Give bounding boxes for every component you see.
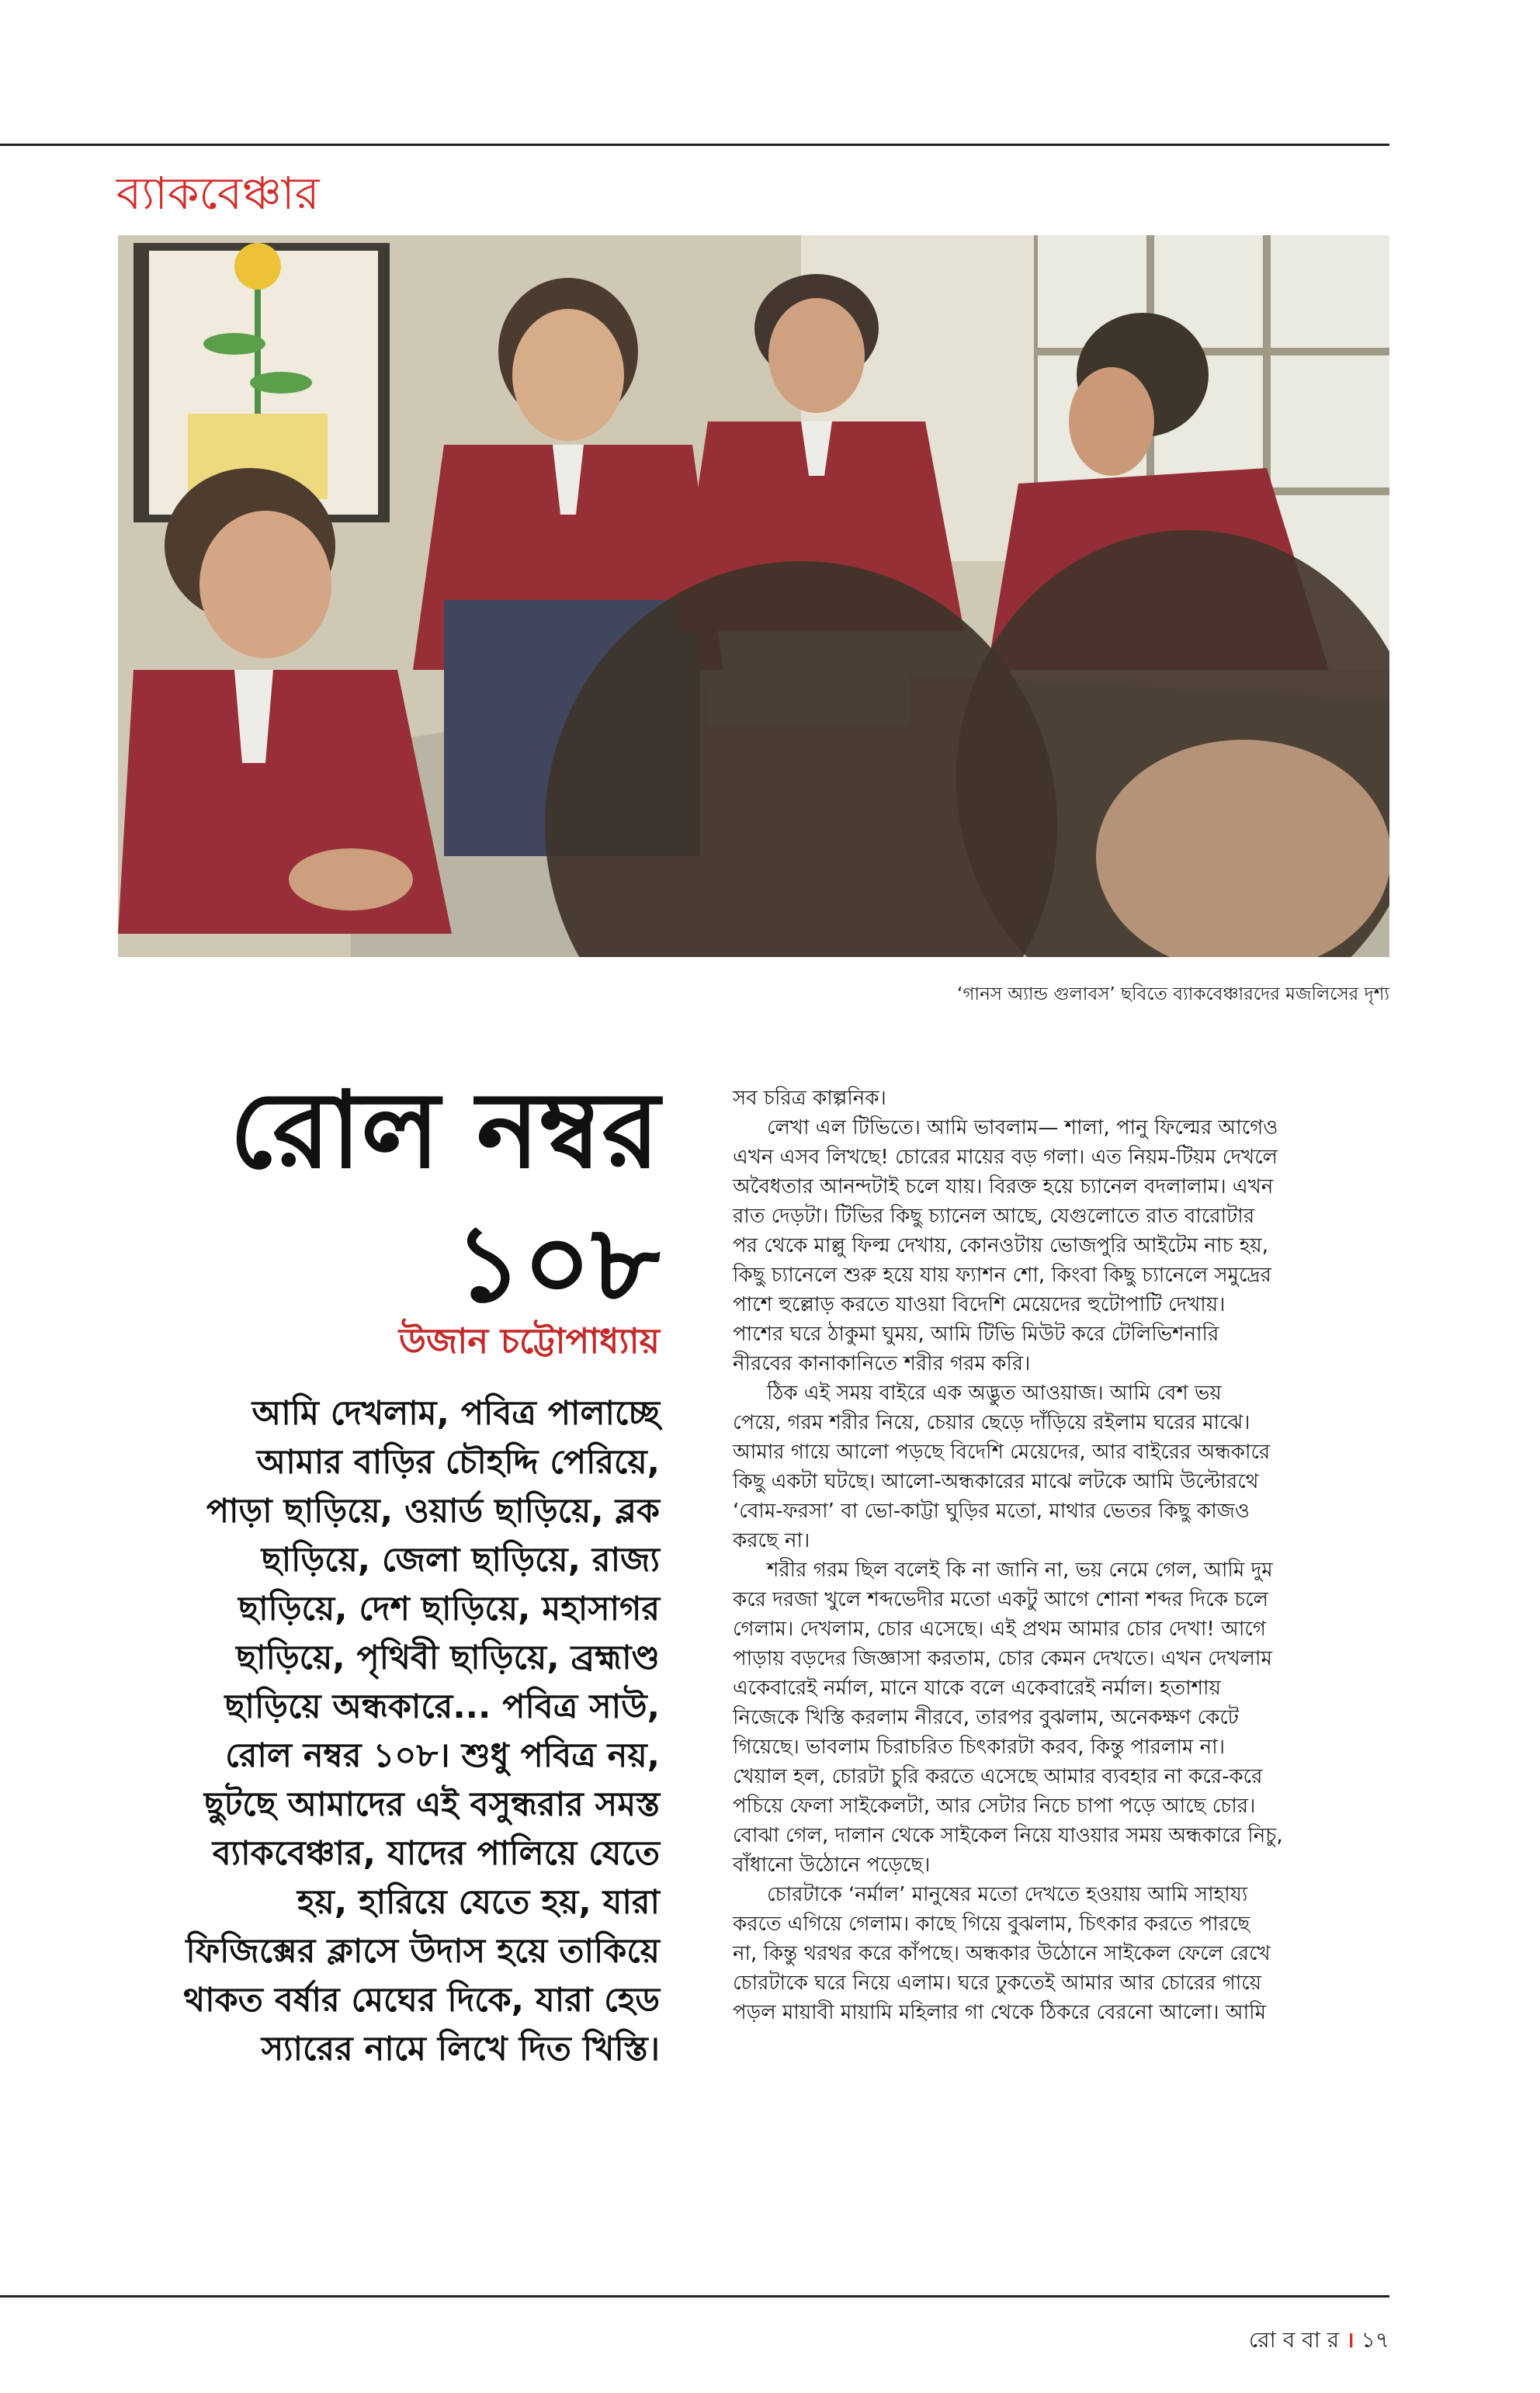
body-line: পচিয়ে ফেলা সাইকেলটা, আর সেটার নিচে চাপা পড়ে আছে চোর। [733,1795,1256,1818]
pull-quote-line: পাড়া ছাড়িয়ে, ওয়ার্ড ছাড়িয়ে, ব্লক [206,1492,660,1531]
body-line: কিছু একটা ঘটছে। আলো-অন্ধকারের মাঝে লটকে আমি উল্টোরথে [733,1470,1259,1493]
body-line: আমার গায়ে আলো পড়ছে বিদেশি মেয়েদের, আর বাইরের অন্ধকারে [733,1441,1271,1464]
body-line: কিছু চ্যানেলে শুরু হয়ে যায় ফ্যাশন শো, কিংবা কিছু চ্যানেলে সমুদ্রের [733,1264,1271,1287]
pull-quote-line: স্যারের নামে লিখে দিত খিস্তি। [261,2030,660,2069]
bottom-rule [0,2295,1389,2298]
body-line: ঠিক এই সময় বাইরে এক অদ্ভুত আওয়াজ। আমি বেশ ভয় [767,1382,1222,1405]
body-line: ‘বোম-ফরসা’ বা ভো-কাট্টা ঘুড়ির মতো, মাথার ভেতর কিছু কাজও [733,1500,1250,1523]
page-number: ১৭ [1361,2327,1389,2353]
body-line: একেবারেই নর্মাল, মানে যাকে বলে একেবারেই নর্মাল। হতাশায় [733,1677,1221,1700]
pull-quote-line: ছাড়িয়ে, দেশ ছাড়িয়ে, মহাসাগর [238,1590,660,1628]
body-line: শরীর গরম ছিল বলেই কি না জানি না, ভয় নেমে গেল, আমি দুম [767,1559,1273,1582]
body-line: বোঝা গেল, দালান থেকে সাইকেল নিয়ে যাওয়ার সময় অন্ধকারে নিচু, [733,1824,1283,1847]
body-line: বাঁধানো উঠোনে পড়েছে। [733,1854,931,1877]
body-line: অবৈধতার আনন্দটাই চলে যায়। বিরক্ত হয়ে চ্যানেল বদলালাম। এখন [733,1175,1274,1198]
body-line: পেয়ে, গরম শরীর নিয়ে, চেয়ার ছেড়ে দাঁড়িয়ে রইলাম ঘরের মাঝে। [733,1411,1250,1434]
body-line: করতে এগিয়ে গেলাম। কাছে গিয়ে বুঝলাম, চিৎকার করতে পারছে [733,1913,1250,1936]
body-line: এখন এসব লিখছে! চোরের মায়ের বড় গলা। এত নিয়ম-টিয়ম দেখলে [733,1146,1278,1169]
body-line: চোরটাকে ‘নর্মাল’ মানুষের মতো দেখতে হওয়ায় আমি সাহায্য [767,1883,1248,1906]
article-title [116,1063,660,1330]
article-title-line: ১০৮ [454,1202,660,1326]
footer-separator: । [1346,2327,1354,2353]
body-line: নীরবের কানাকানিতে শরীর গরম করি। [733,1352,1031,1375]
top-rule [0,144,1389,146]
body-line: চোরটাকে ঘরে নিয়ে এলাম। ঘরে ঢুকতেই আমার আর চোরের গায়ে [733,1972,1262,1995]
article-photo [118,235,1389,957]
body-line: করছে না। [733,1529,810,1552]
pull-quote-line: আমার বাড়ির চৌহদ্দি পেরিয়ে, [256,1443,660,1482]
body-line: গেলাম। দেখলাম, চোর এসেছে। এই প্রথম আমার চোর দেখা! আগে [733,1618,1266,1641]
pull-quote-line: ফিজিক্সের ক্লাসে উদাস হয়ে তাকিয়ে [186,1932,660,1971]
pull-quote-line: ব্যাকবেঞ্চার, যাদের পালিয়ে যেতে [212,1834,660,1873]
author-byline: উজান চট্টোপাধ্যায় [398,1320,660,1361]
photo-caption: ‘গানস অ্যান্ড গুলাবস’ ছবিতে ব্যাকবেঞ্চারদের মজলিসের দৃশ্য [957,984,1389,1004]
body-line: পাশে হুল্লোড় করতে যাওয়া বিদেশি মেয়েদের হুটোপাটি দেখায়। [733,1293,1226,1316]
section-label: ব্যাকবেঞ্চার [116,167,320,220]
pull-quote-line: ছাড়িয়ে, জেলা ছাড়িয়ে, রাজ্য [261,1541,660,1580]
body-line: করে দরজা খুলে শব্দভেদীর মতো একটু আগে শোনা শব্দর দিকে চলে [733,1588,1269,1611]
article-title-line: রোল নম্বর [229,1068,660,1192]
body-line: নিজেকে খিস্তি করলাম নীরবে, তারপর বুঝলাম, অনেকক্ষণ কেটে [733,1706,1239,1729]
body-line: গিয়েছে। ভাবলাম চিরাচরিত চিৎকারটা করব, কিন্তু পারলাম না। [733,1736,1225,1759]
pull-quote-line: হয়, হারিয়ে যেতে হয়, যারা [297,1883,660,1922]
body-line: সব চরিত্র কাল্পনিক। [733,1087,886,1110]
classroom-photo-illustration [118,235,1389,957]
body-line: পাশের ঘরে ঠাকুমা ঘুময়, আমি টিভি মিউট করে টেলিভিশনারি [733,1323,1219,1346]
magazine-name: রো ব বা র [1248,2327,1340,2353]
body-line: লেখা এল টিভিতে। আমি ভাবলাম— শালা, পানু ফিল্মের আগেও [767,1116,1278,1139]
body-line: পড়ল মায়াবী মায়ামি মহিলার গা থেকে ঠিকরে বেরনো আলো। আমি [733,2001,1267,2024]
body-line: রাত দেড়টা। টিভির কিছু চ্যানেল আছে, যেগুলোতে রাত বারোটার [733,1205,1255,1228]
pull-quote-line: আমি দেখলাম, পবিত্র পালাচ্ছে [251,1394,660,1433]
article-body [733,1084,1393,2027]
page-footer [1249,2323,1389,2360]
pull-quote-line: ছুটছে আমাদের এই বসুন্ধরার সমস্ত [203,1785,660,1824]
body-line: পাড়ায় বড়দের জিজ্ঞাসা করতাম, চোর কেমন দেখতে। এখন দেখলাম [733,1647,1272,1670]
pull-quote-line: ছাড়িয়ে, পৃথিবী ছাড়িয়ে, ব্রহ্মাণ্ড [236,1639,660,1677]
pull-quote-line: ছাড়িয়ে অন্ধকারে... পবিত্র সাউ, [224,1687,660,1726]
pull-quote-line: থাকত বর্ষার মেঘের দিকে, যারা হেড [183,1981,660,2020]
body-line: না, কিন্তু থরথর করে কাঁপছে। অন্ধকার উঠোনে সাইকেল ফেলে রেখে [733,1942,1271,1965]
pull-quote [116,1389,660,2074]
body-line: পর থেকে মাল্লু ফিল্ম দেখায়, কোনওটায় ভোজপুরি আইটেম নাচ হয়, [733,1234,1268,1257]
body-line: খেয়াল হল, চোরটা চুরি করতে এসেছে আমার ব্যবহার না করে-করে [733,1765,1263,1788]
pull-quote-line: রোল নম্বর ১০৮। শুধু পবিত্র নয়, [225,1736,660,1775]
